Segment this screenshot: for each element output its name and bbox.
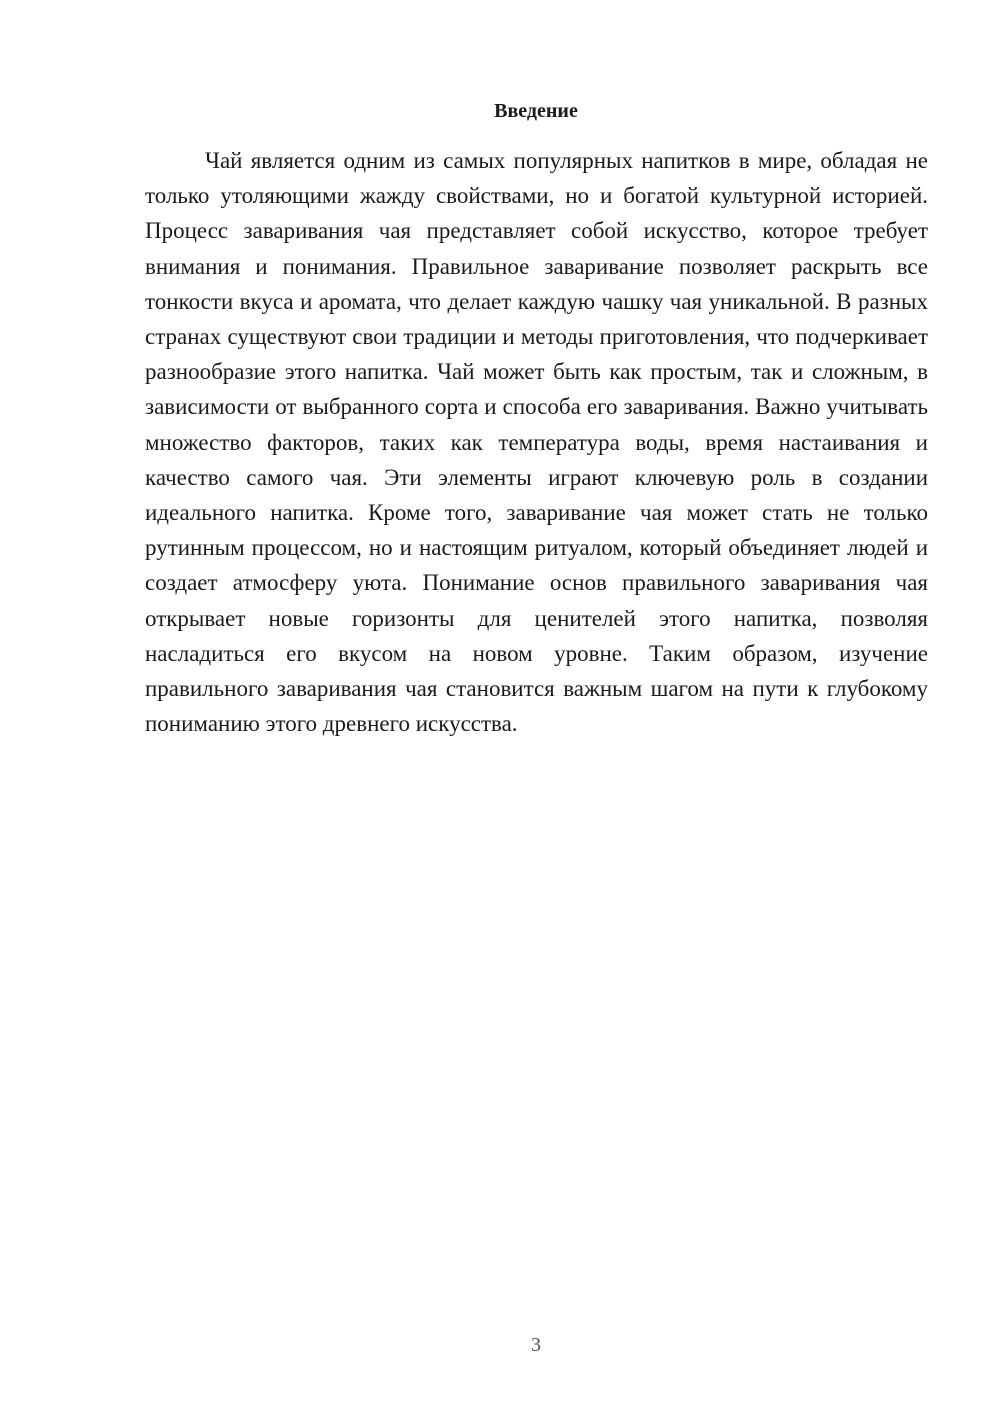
section-heading: Введение	[494, 100, 578, 122]
page-number: 3	[531, 1334, 541, 1356]
body-paragraph: Чай является одним из самых популярных напитков в мире, обладая не только утоляющими жажду свойствами, но и богатой культурной историей. Процесс заваривания чая представляет собой искусство, которое требует внимания и понимания. Правильное заваривание позволяет раскрыть все тонкости вкуса и аромата, что делает каждую чашку чая уникальной. В разных странах существуют свои традиции и методы приготовления, что подчеркивает разнообразие этого напитка. Чай может быть как простым, так и сложным, в зависимости от выбранного сорта и способа его заваривания. Важно учитывать множество факторов, таких как температура воды, время настаивания и качество самого чая. Эти элементы играют ключевую роль в создании идеального напитка. Кроме того, заваривание чая может стать не только рутинным процессом, но и настоящим ритуалом, который объединяет людей и создает атмосферу уюта. Понимание основ правильного заваривания чая открывает новые горизонты для ценителей этого напитка, позволяя насладиться его вкусом на новом уровне. Таким образом, изучение правильного заваривания чая становится важным шагом на пути к глубокому пониманию этого древнего искусства.	[145, 148, 928, 737]
